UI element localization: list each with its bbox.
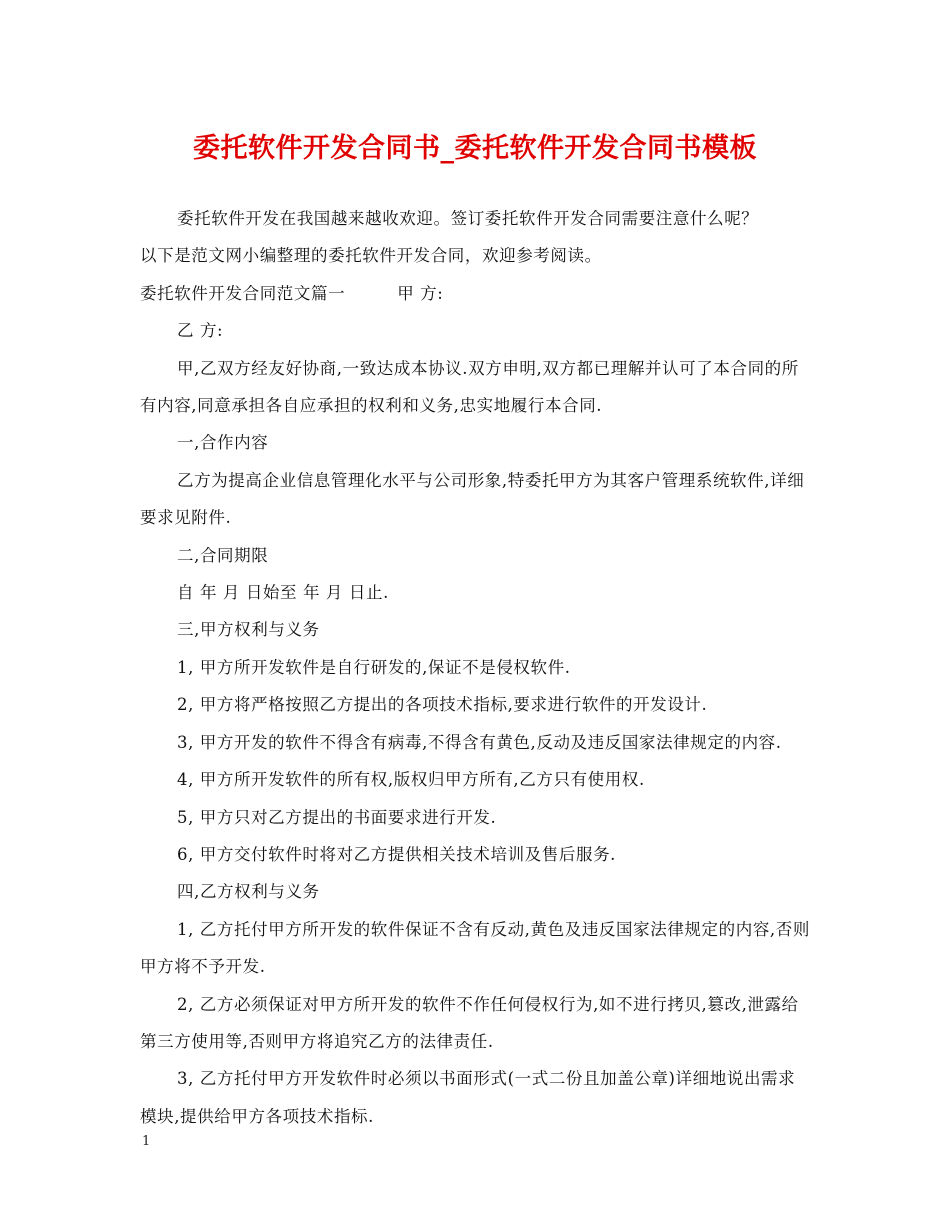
party-a-item-5: 5, 甲方只对乙方提出的书面要求进行开发. <box>177 807 497 827</box>
heading-party-a-rights: 三,甲方权利与义务 <box>177 620 320 640</box>
party-b-label: 乙 方: <box>177 321 224 341</box>
party-a-item-2: 2, 甲方将严格按照乙方提出的各项技术指标,要求进行软件的开发设计. <box>177 695 708 715</box>
section-heading-line <box>140 275 812 312</box>
party-b-item-2: 2, 乙方必须保证对甲方所开发的软件不作任何侵权行为,如不进行拷贝,篡改,泄露给第三方使用等,否则甲方将追究乙方的法律责任. <box>140 994 799 1051</box>
intro-line-2: 以下是范文网小编整理的委托软件开发合同，欢迎参考阅读。 <box>140 246 602 266</box>
page-number: 1 <box>142 1134 151 1149</box>
party-a-item-1: 1, 甲方所开发软件是自行研发的,保证不是侵权软件. <box>177 657 571 677</box>
heading-term: 二,合同期限 <box>177 545 269 565</box>
document-body <box>140 200 812 1135</box>
heading-party-b-rights: 四,乙方权利与义务 <box>177 882 320 902</box>
party-a-item-6: 6, 甲方交付软件时将对乙方提供相关技术培训及售后服务. <box>177 844 617 864</box>
heading-cooperation: 一,合作内容 <box>177 433 269 453</box>
intro-paragraph <box>140 200 812 275</box>
term-paragraph: 自 年 月 日始至 年 月 日止. <box>177 583 389 603</box>
party-a-label: 甲 方: <box>397 283 444 303</box>
party-b-item-1: 1, 乙方托付甲方所开发的软件保证不含有反动,黄色及违反国家法律规定的内容,否则甲方将不予开发. <box>140 919 810 977</box>
party-b-item-3: 3, 乙方托付甲方开发软件时必须以书面形式(一式二份且加盖公章)详细地说出需求模块,提供给甲方各项技术指标. <box>140 1069 796 1126</box>
agreement-paragraph: 甲,乙双方经友好协商,一致达成本协议.双方申明,双方都已理解并认可了本合同的所有内容,同意承担各自应承担的权利和义务,忠实地履行本合同. <box>140 358 799 416</box>
intro-line-1: 委托软件开发在我国越来越收欢迎。签订委托软件开发合同需要注意什么呢？ <box>177 209 759 228</box>
party-a-item-4: 4, 甲方所开发软件的所有权,版权归甲方所有,乙方只有使用权. <box>177 770 645 790</box>
party-a-item-3: 3, 甲方开发的软件不得含有病毒,不得含有黄色,反动及违反国家法律规定的内容. <box>177 732 782 752</box>
section-heading: 委托软件开发合同范文篇一 <box>140 283 346 303</box>
cooperation-paragraph: 乙方为提高企业信息管理化水平与公司形象,特委托甲方为其客户管理系统软件,详细要求见附件. <box>140 470 805 528</box>
document-title: 委托软件开发合同书_委托软件开发合同书模板 <box>193 133 757 164</box>
